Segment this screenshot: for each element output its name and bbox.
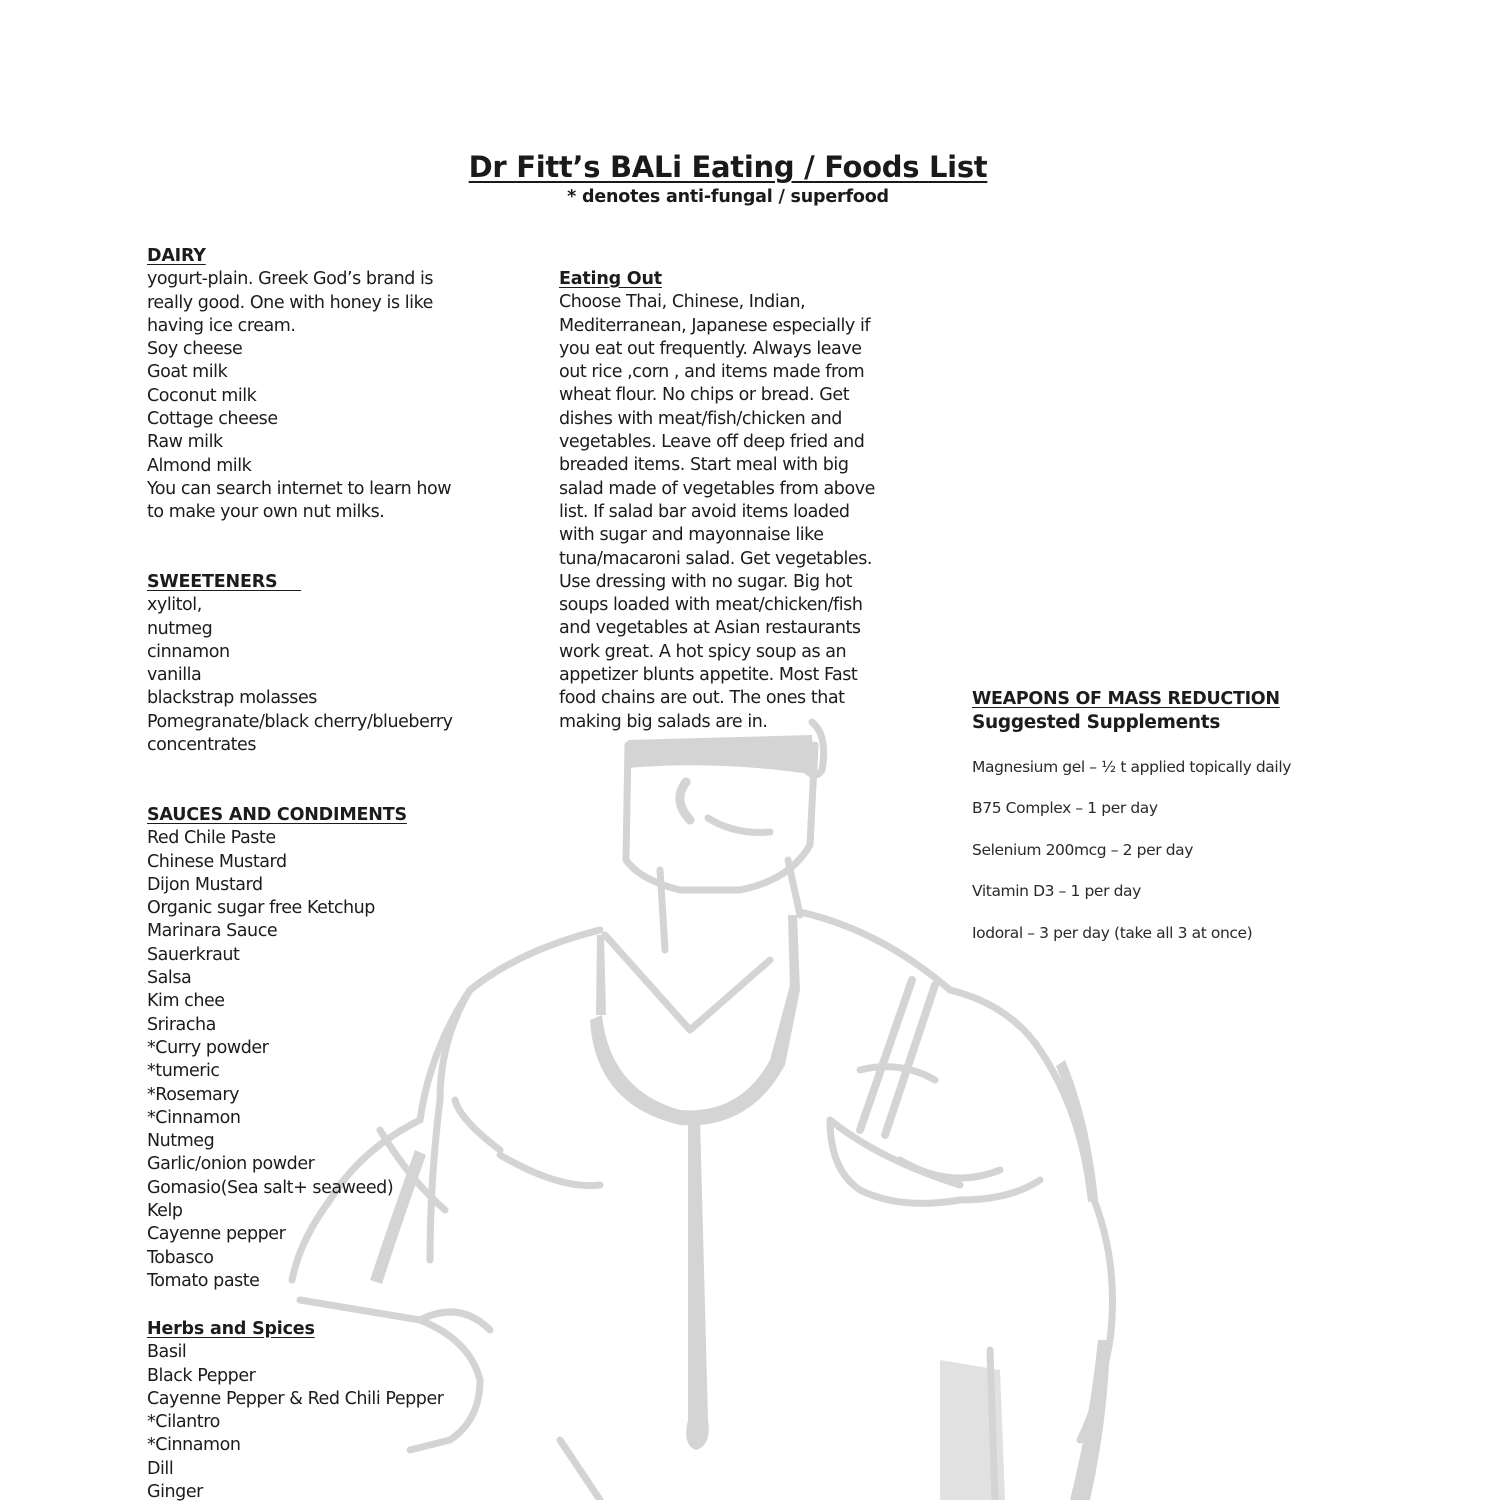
list-item: *Rosemary: [147, 1084, 239, 1105]
paragraph-line: tuna/macaroni salad. Get vegetables.: [559, 548, 873, 569]
paragraph-line: work great. A hot spicy soup as an: [559, 641, 847, 662]
list-item: nutmeg: [147, 618, 213, 639]
list-item: Kim chee: [147, 991, 225, 1012]
section-heading-sauces: SAUCES AND CONDIMENTS: [147, 805, 407, 825]
list-item: Nutmeg: [147, 1131, 215, 1152]
section-subheading-supplements: Suggested Supplements: [972, 712, 1221, 734]
list-item: Dill: [147, 1458, 174, 1479]
list-item: blackstrap molasses: [147, 688, 317, 709]
list-item: *Curry powder: [147, 1037, 269, 1058]
list-item: Raw milk: [147, 432, 223, 453]
document-title-text: Dr Fitt’s BALi Eating / Foods List: [468, 150, 988, 184]
list-item: Almond milk: [147, 455, 252, 476]
list-item: Sauerkraut: [147, 944, 240, 965]
paragraph-line: and vegetables at Asian restaurants: [559, 618, 861, 639]
paragraph-line: salad made of vegetables from above: [559, 478, 875, 499]
list-item: Soy cheese: [147, 339, 243, 360]
section-heading-weapons: WEAPONS OF MASS REDUCTION: [972, 689, 1280, 709]
list-item: *tumeric: [147, 1061, 220, 1082]
paragraph-line: soups loaded with meat/chicken/fish: [559, 595, 863, 616]
section-heading-sweeteners: SWEETENERS: [147, 572, 301, 592]
list-item: Coconut milk: [147, 385, 257, 406]
paragraph-line: with sugar and mayonnaise like: [559, 525, 824, 546]
list-item: cinnamon: [147, 641, 230, 662]
list-item: Tobasco: [147, 1247, 214, 1268]
list-item: Cayenne Pepper & Red Chili Pepper: [147, 1388, 444, 1409]
list-item: *Cinnamon: [147, 1435, 241, 1456]
list-item: really good. One with honey is like: [147, 292, 433, 313]
list-item: Basil: [147, 1342, 187, 1363]
section-dairy: [147, 245, 451, 525]
paragraph-line: making big salads are in.: [559, 711, 768, 732]
supplement-item: B75 Complex – 1 per day: [972, 799, 1158, 818]
paragraph-line: you eat out frequently. Always leave: [559, 338, 862, 359]
list-item: *Cinnamon: [147, 1107, 241, 1128]
list-item: Chinese Mustard: [147, 851, 287, 872]
document-title: [0, 150, 1456, 184]
list-item: having ice cream.: [147, 315, 296, 336]
paragraph-line: out rice ,corn , and items made from: [559, 362, 865, 383]
list-item: Cayenne pepper: [147, 1224, 286, 1245]
list-item: Dijon Mustard: [147, 874, 263, 895]
document-subtitle: * denotes anti-fungal / superfood: [567, 187, 889, 207]
paragraph-line: Mediterranean, Japanese especially if: [559, 315, 871, 336]
paragraph-line: Choose Thai, Chinese, Indian,: [559, 292, 806, 313]
list-item: Red Chile Paste: [147, 828, 276, 849]
list-item: Organic sugar free Ketchup: [147, 898, 375, 919]
supplement-item: Selenium 200mcg – 2 per day: [972, 840, 1194, 859]
section-heading-herbs: Herbs and Spices: [147, 1319, 315, 1339]
list-item: xylitol,: [147, 595, 202, 616]
list-item: Marinara Sauce: [147, 921, 278, 942]
paragraph-line: vegetables. Leave off deep fried and: [559, 432, 865, 453]
section-sauces-and-condiments: [147, 804, 407, 1293]
paragraph-line: appetizer blunts appetite. Most Fast: [559, 665, 858, 686]
list-item: Kelp: [147, 1201, 183, 1222]
section-heading-dairy: DAIRY: [147, 246, 206, 266]
list-item: Black Pepper: [147, 1365, 256, 1386]
paragraph-line: list. If salad bar avoid items loaded: [559, 501, 850, 522]
paragraph-line: food chains are out. The ones that: [559, 688, 845, 709]
list-item: Sriracha: [147, 1014, 216, 1035]
list-item: Gomasio(Sea salt+ seaweed): [147, 1177, 394, 1198]
section-herbs-and-spices: [147, 1318, 444, 1504]
list-item: *Cilantro: [147, 1412, 220, 1433]
paragraph-line: breaded items. Start meal with big: [559, 455, 849, 476]
list-item: Ginger: [147, 1482, 203, 1503]
list-item: yogurt-plain. Greek God’s brand is: [147, 269, 434, 290]
list-item: vanilla: [147, 665, 202, 686]
list-item: You can search internet to learn how: [147, 478, 452, 499]
section-sweeteners: [147, 571, 453, 757]
supplement-item: Magnesium gel – ½ t applied topically daily: [972, 757, 1291, 776]
list-item: Pomegranate/black cherry/blueberry: [147, 711, 453, 732]
list-item: Salsa: [147, 968, 192, 989]
list-item: Cottage cheese: [147, 409, 278, 430]
section-weapons-of-mass-reduction: [972, 688, 1291, 943]
paragraph-line: Use dressing with no sugar. Big hot: [559, 571, 853, 592]
list-item: Garlic/onion powder: [147, 1154, 315, 1175]
list-item: to make your own nut milks.: [147, 502, 385, 523]
supplement-item: Vitamin D3 – 1 per day: [972, 882, 1141, 901]
paragraph-line: dishes with meat/fish/chicken and: [559, 408, 842, 429]
section-eating-out: [559, 268, 889, 734]
list-item: Tomato paste: [147, 1270, 260, 1291]
supplement-item: Iodoral – 3 per day (take all 3 at once): [972, 923, 1253, 942]
section-heading-eating-out: Eating Out: [559, 269, 662, 289]
paragraph-line: wheat flour. No chips or bread. Get: [559, 385, 850, 406]
list-item: concentrates: [147, 735, 257, 756]
list-item: Goat milk: [147, 362, 228, 383]
supplements-list: [972, 757, 1291, 943]
